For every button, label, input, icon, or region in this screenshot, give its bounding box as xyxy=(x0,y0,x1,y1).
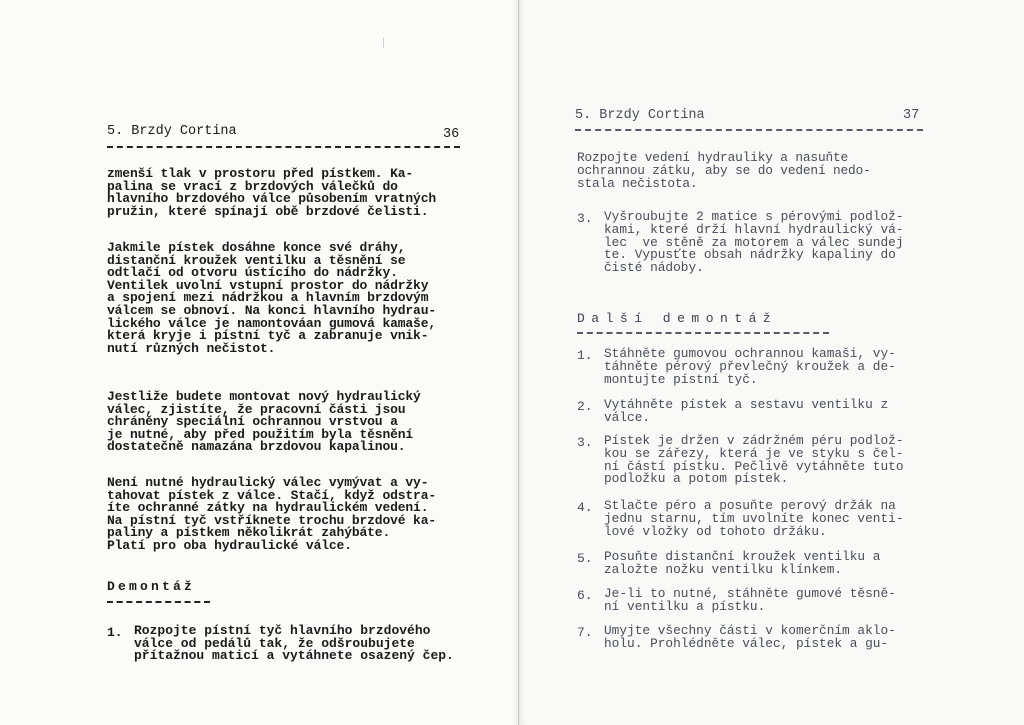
right-intro: Rozpojte vedení hydrauliky a nasuňte ochrannou zátku, aby se do vedení nedo- stala nečistota. xyxy=(577,150,871,191)
item-number: 7. xyxy=(577,625,593,640)
left-page-number: 36 xyxy=(443,127,460,142)
item-number: 4. xyxy=(577,500,593,515)
item-text: Je-li to nutné, stáhněte gumové těsně- ní ventilku a pístku. xyxy=(604,586,896,614)
item-text: Stáhněte gumovou ochrannou kamaši, vy- táhněte pérový převlečný kroužek a de- montujte pístní tyč. xyxy=(604,346,896,387)
right-page xyxy=(519,0,1024,725)
left-paragraph-2: Jakmile pístek dosáhne konce své dráhy, distanční kroužek ventilku a těsnění se odtlačí od otvoru ústícího do nádržky. Ventilek uvolní vstupní prostor do nádržky a spojení mezi nádržkou a hlavním brzdovým válcem se obnoví. Na konci hlavního hydrau- lického válce je namontováan gumová kamaše, která kryje i pístní tyč a zabranuje vnik- nutí různých nečistot. xyxy=(107,240,437,356)
item-text: Umyjte všechny části v komerčním aklo- holu. Prohlédněte válec, pístek a gu- xyxy=(604,623,896,651)
left-header-rule xyxy=(107,146,460,148)
book-fold xyxy=(512,0,526,725)
item-number: 5. xyxy=(577,551,593,566)
item-number: 3. xyxy=(577,435,593,450)
item-number: 1. xyxy=(577,348,593,363)
left-paragraph-1: zmenší tlak v prostoru před pístkem. Ka- palina se vrací z brzdových válečků do hlavního brzdového válce působením vratných pružin, které spínají obě brzdové čelisti. xyxy=(107,166,437,219)
right-header-title: 5. Brzdy Cortina xyxy=(575,108,705,123)
item-number: 2. xyxy=(577,399,593,414)
item-number: 1. xyxy=(107,625,123,640)
left-paragraph-3: Jestliže budete montovat nový hydraulický válec, zjistíte, že pracovní části jsou chráněny speciální ochrannou vrstvou a je nutné, aby před použitím byla těsnění dostatečně namazána brzdovou kapalinou. xyxy=(107,389,421,455)
item-number: 6. xyxy=(577,588,593,603)
right-section-rule xyxy=(577,332,829,334)
left-paragraph-4: Není nutné hydraulický válec vymývat a vy- tahovat pístek z válce. Stačí, když odstra- íte ochranné zátky na hydraulickém vedení. Na pístní tyč vstříknete trochu brzdové ka- paliny a pístkem několikrát zahýbáte. Platí pro oba hydraulické válce. xyxy=(107,475,437,553)
item-text: Rozpojte pístní tyč hlavního brzdového válce od pedálů tak, že odšroubujete přítažnou maticí a vytáhnete osazený čep. xyxy=(134,623,454,664)
left-header-title: 5. Brzdy Cortina xyxy=(107,124,237,139)
item-text: Vyšroubujte 2 matice s pérovými podlož- kami, které drží hlavní hydraulický vá- lec ve stěně za motorem a válec sundej te. Vypusťte obsah nádržky kapaliny do čisté nádoby. xyxy=(604,209,904,276)
right-section-heading: Další demontáž xyxy=(577,311,778,326)
left-section-rule xyxy=(107,601,210,603)
left-section-heading: Demontáž xyxy=(107,579,196,594)
item-number: 3. xyxy=(577,211,593,226)
item-text: Pístek je držen v zádržném péru podlož- kou se zářezy, která je ve styku s čel- ní částí pístku. Pečlivě vytáhněte tuto podložku a potom pístek. xyxy=(604,433,904,487)
item-text: Posuňte distanční kroužek ventilku a založte nožku ventilku klínkem. xyxy=(604,549,881,577)
item-text: Stlačte péro a posuňte perový držák na jednu starnu, tím uvolníte konec venti- lové vložky od tohoto držáku. xyxy=(604,498,904,539)
page-mark xyxy=(383,38,384,48)
right-page-number: 37 xyxy=(903,108,920,123)
item-text: Vytáhněte pístek a sestavu ventilku z válce. xyxy=(604,397,889,425)
right-header-rule xyxy=(575,129,923,131)
